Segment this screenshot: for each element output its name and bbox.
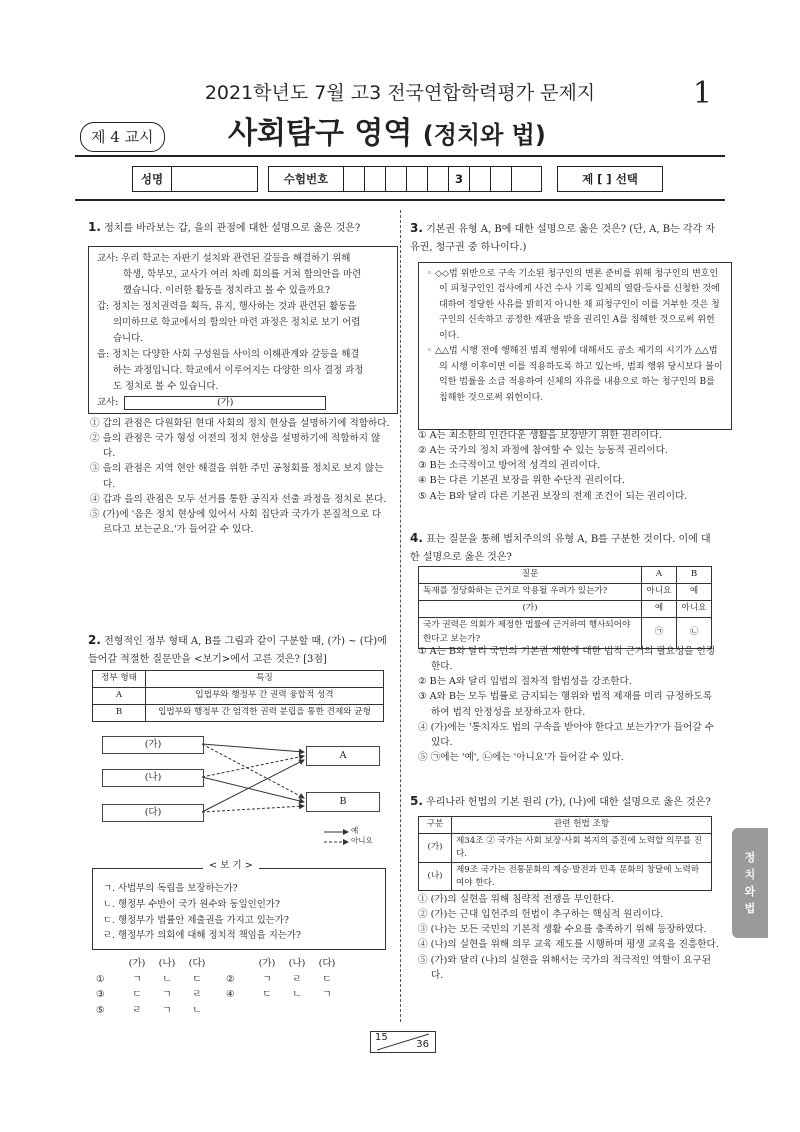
table-cell: 제34조 ② 국가는 사회 보장·사회 복지의 증진에 노력할 의무를 진다. [452, 833, 712, 862]
answer-row [96, 987, 386, 1003]
case-item: ◦ ◇◇법 위반으로 구속 기소된 청구인의 변론 준비를 위해 청구인의 변호인이 피청구인인 검사에게 사건 수사 기록 일체의 열람·등사를 신청한 것에 대하여 정당한 사유를 밝히지 아니한 채 피청구인이 이를 거부한 것은 청구인의 신속하고 공정한 재판을 받을 권리인 A를 침해한 것으로써 위헌이다. [427, 269, 720, 341]
question-3 [410, 218, 720, 257]
table-cell: 국가 권력은 의회가 제정한 법률에 근거하여 행사되어야 한다고 보는가? [419, 617, 642, 648]
answer-cell: ㄹ [132, 1004, 142, 1016]
name-label: 성명 [133, 167, 172, 191]
table-header: 정부 형태 [93, 671, 146, 688]
header-rule [75, 155, 725, 157]
answer-col-head: (가) [128, 958, 146, 969]
table-header: B [677, 567, 712, 584]
q1-blank-ga: (가) [124, 396, 326, 410]
dialogue-line: 습니다. [113, 332, 144, 344]
answer-cell: ㄹ [292, 973, 302, 985]
q3-number: 3. [410, 221, 423, 235]
answer-cell: ㄱ [162, 989, 172, 1001]
legend-yes: 예 [351, 826, 359, 835]
option[interactable]: ② A는 국가의 정치 과정에 참여할 수 있는 능동적 권리이다. [418, 445, 668, 457]
option[interactable]: ② (가)는 근대 입헌주의 헌법이 추구하는 핵심적 원리이다. [418, 909, 664, 921]
option[interactable]: ① 갑의 관점은 다원화된 현대 사회의 정치 현상을 설명하기에 적합하다. [90, 418, 390, 429]
table-cell: 아니요 [642, 583, 677, 600]
q2-answers [96, 956, 386, 1018]
answer-col-head: (다) [318, 958, 336, 969]
table-cell: 입법부와 행정부 간 권력 융합적 성격 [146, 687, 384, 704]
exam-number-cell[interactable] [470, 167, 491, 191]
answer-cell: ㄱ [132, 973, 142, 985]
select-label: 제 [ ] 선택 [582, 171, 638, 186]
answer-marker[interactable]: ④ [226, 989, 235, 1001]
question-5 [410, 792, 720, 811]
answer-cell: ㄱ [162, 1004, 172, 1016]
dialogue-line: 을: 정치는 다양한 사회 구성원들 사이의 이해관계와 갈등을 해결 [97, 348, 360, 360]
option[interactable]: ⑤ (가)에 '음은 정치 현상에 있어서 사회 집단과 국가가 본질적으로 다르다고 보는군요.'가 들어갈 수 있다. [90, 508, 382, 536]
answer-cell: ㄷ [132, 989, 142, 1001]
option[interactable]: ③ B는 소극적이고 방어적 성격의 권리이다. [418, 460, 601, 472]
option[interactable]: ⑤ ㉠에는 '예', ㉡에는 '아니요'가 들어갈 수 있다. [418, 752, 624, 764]
option[interactable]: ③ (나)는 모든 국민의 기본적 생활 수요를 충족하기 위해 등장하였다. [418, 924, 707, 936]
select-box[interactable] [557, 166, 663, 192]
q1-options [90, 416, 390, 537]
bogi-title: < 보 기 > [203, 860, 259, 872]
table-cell: (가) [419, 833, 452, 862]
session-badge: 제 4 교시 [80, 122, 165, 152]
option[interactable]: ④ B는 다른 기본권 보장을 위한 수단적 권리이다. [418, 475, 625, 487]
answer-marker[interactable]: ② [226, 973, 235, 985]
dialogue-line: 하는 과정입니다. 학교에서 이루어지는 다양한 의사 결정 과정 [113, 364, 364, 376]
table-header: 특징 [146, 671, 384, 688]
option[interactable]: ② 을의 관점은 국가 형성 이전의 정치 현상을 설명하기에 적합하지 않다. [90, 433, 381, 460]
table-cell: 예 [642, 600, 677, 617]
table-cell: ㉡ [677, 617, 712, 648]
exam-number-cell[interactable] [344, 167, 365, 191]
q1-stem: 정치를 바라보는 갑, 을의 관점에 대한 설명으로 옳은 것은? [104, 223, 361, 234]
table-cell: (나) [419, 862, 452, 891]
table-cell: 예 [677, 583, 712, 600]
name-box[interactable] [132, 166, 258, 192]
exam-number-label: 수험번호 [269, 167, 344, 191]
side-tab-char: 와 [744, 885, 756, 898]
column-divider [400, 210, 401, 1022]
answer-row [96, 1003, 386, 1019]
subject-side-tab [732, 828, 768, 938]
option[interactable]: ② B는 A와 달리 입법의 절차적 합법성을 강조한다. [418, 676, 632, 688]
footer-total-pages: 36 [416, 1039, 429, 1050]
subject-title [228, 110, 546, 159]
diagram-node-ga: (가) [102, 736, 204, 754]
dialogue-line: 했습니다. 이러한 활동을 정치라고 볼 수 있을까요? [123, 284, 331, 296]
exam-number-cell[interactable] [512, 167, 532, 191]
table-cell: 입법부와 행정부 간 엄격한 권력 분립을 통한 견제와 균형 [146, 704, 384, 721]
exam-number-cell[interactable] [428, 167, 449, 191]
q5-stem: 우리나라 헌법의 기본 원리 (가), (나)에 대한 설명으로 옳은 것은? [426, 797, 711, 808]
table-cell: 독재를 정당화하는 근거로 악용될 우려가 있는가? [419, 583, 642, 600]
answer-cell: ㄷ [192, 973, 202, 985]
table-header: 관련 헌법 조항 [452, 817, 712, 834]
q4-stem: 표는 질문을 통해 법치주의의 유형 A, B를 구분한 것이다. 이에 대한 설명으로 옳은 것은? [410, 534, 711, 563]
q2-stem: 전형적인 정부 형태 A, B를 그림과 같이 구분할 때, (가) ~ (다)에 들어갈 적절한 질문만을 <보기>에서 고른 것은? [3점] [88, 636, 387, 665]
subject-sub: (정치와 법) [422, 121, 546, 149]
table-header: 구분 [419, 817, 452, 834]
q3-options [418, 428, 723, 504]
q1-number: 1. [88, 220, 101, 234]
exam-number-digit: 3 [449, 167, 470, 191]
answer-cell: ㄹ [192, 989, 202, 1001]
diagram-node-na: (나) [102, 769, 204, 787]
table-header: 질문 [419, 567, 642, 584]
table-header: A [642, 567, 677, 584]
answer-cell: ㄴ [162, 973, 172, 985]
table-cell: 아니요 [677, 600, 712, 617]
answer-cell: ㄷ [322, 973, 332, 985]
q5-table [418, 816, 712, 891]
q2-bogi-box [92, 860, 386, 950]
table-cell: ㉠ [642, 617, 677, 648]
table-cell: A [93, 687, 146, 704]
answer-col-head: (나) [288, 958, 306, 969]
q5-options [418, 892, 723, 983]
dialogue-line: 의미하므로 학교에서의 합의안 마련 과정은 정치로 보기 어렵 [113, 316, 361, 328]
option[interactable]: ① A는 B와 달리 국민의 기본권 제한에 대한 법적 근거의 필요성을 인정한다. [418, 646, 716, 673]
option[interactable]: ④ (나)의 실현을 위해 의무 교육 제도를 시행하며 평생 교육을 진흥한다. [418, 939, 719, 951]
subject-main: 사회탐구 영역 [228, 116, 413, 151]
exam-title: 2021학년도 7월 고3 전국연합학력평가 문제지 [204, 82, 596, 104]
answer-cell: ㄱ [262, 973, 272, 985]
table-cell: 제9조 국가는 전통문화의 계승·발전과 민족 문화의 창달에 노력하여야 한다. [452, 862, 712, 891]
question-4 [410, 528, 720, 567]
diagram-node-a: A [306, 746, 380, 766]
table-cell: (가) [419, 600, 642, 617]
answer-row [96, 972, 386, 988]
page-number: 1 [692, 76, 712, 111]
q4-options [418, 644, 723, 765]
q2-diagram [92, 734, 384, 852]
q2-number: 2. [88, 633, 101, 647]
exam-number-cell[interactable] [491, 167, 512, 191]
answer-cell: ㄷ [262, 989, 272, 1001]
answer-marker[interactable]: ① [96, 973, 105, 985]
answer-cell: ㄴ [292, 989, 302, 1001]
footer-current-page: 15 [375, 1032, 388, 1043]
header-rule-2 [75, 199, 725, 201]
option[interactable]: ③ A와 B는 모두 법률로 금지되는 행위와 법적 제재를 미리 규정하도록 하여 법적 안정성을 보장하고자 한다. [418, 691, 713, 718]
bogi-items [103, 881, 301, 944]
dialogue-line: 학생, 학부모, 교사가 여러 차례 회의를 거쳐 합의안을 마련 [123, 268, 362, 280]
diagram-node-b: B [306, 792, 380, 812]
exam-number-cell[interactable] [365, 167, 386, 191]
answer-cell: ㄴ [192, 1004, 202, 1016]
dialogue-line: 갑: 정치는 정치권력을 획득, 유지, 행사하는 것과 관련된 활동을 [97, 300, 357, 312]
q5-number: 5. [410, 794, 423, 808]
answer-cell: ㄱ [322, 989, 332, 1001]
answer-col-head: (다) [188, 958, 206, 969]
answer-col-head: (나) [158, 958, 176, 969]
option[interactable]: ⑤ (가)와 달리 (나)의 실현을 위해서는 국가의 적극적인 역할이 요구된다. [418, 954, 711, 981]
footer-page-indicator [370, 1031, 436, 1053]
legend-no: 아니요 [351, 836, 373, 845]
option[interactable]: ④ (가)에는 '통치자도 법의 구속을 받아야 한다고 보는가?'가 들어갈 수 있다. [418, 721, 714, 748]
answer-marker[interactable]: ③ [96, 989, 105, 1001]
exam-number-cell[interactable] [407, 167, 428, 191]
side-tab-char: 치 [744, 867, 756, 881]
dialogue-line: 교사: 우리 학교는 자판기 설치와 관련된 갈등을 해결하기 위해 [97, 253, 351, 264]
side-tab-char: 법 [744, 902, 756, 916]
q2-table [92, 670, 384, 722]
exam-number-box[interactable] [268, 166, 542, 192]
bogi-item: ㄱ. 사법부의 독립을 보장하는가? [103, 883, 238, 894]
teacher-label: 교사: [97, 396, 119, 408]
bogi-item: ㄹ. 행정부가 의회에 대해 정치적 책임을 지는가? [103, 930, 301, 942]
exam-number-cell[interactable] [386, 167, 407, 191]
q3-stem: 기본권 유형 A, B에 대한 설명으로 옳은 것은? (단, A, B는 각각 자유권, 청구권 중 하나이다.) [410, 224, 716, 253]
question-1 [88, 218, 388, 237]
dialogue-line: 도 정치로 볼 수 있습니다. [113, 380, 219, 392]
side-tab-char: 정 [744, 850, 756, 864]
option[interactable]: ③ 을의 관점은 지역 현안 해결을 위한 주민 공청회를 정치로 보지 않는다. [90, 463, 384, 490]
question-2 [88, 630, 390, 669]
q3-case-box [418, 262, 732, 430]
bogi-item: ㄴ. 행정부 수반이 국가 원수와 동일인인가? [103, 898, 280, 910]
answer-marker[interactable]: ⑤ [96, 1004, 105, 1016]
option[interactable]: ⑤ A는 B와 달리 다른 기본권 보장의 전제 조건이 되는 권리이다. [418, 490, 688, 502]
answer-header-row [96, 956, 386, 972]
option[interactable]: ① (가)의 실현을 위해 침략적 전쟁을 부인한다. [418, 894, 614, 905]
q4-number: 4. [410, 531, 423, 545]
table-cell: B [93, 704, 146, 721]
answer-col-head: (가) [258, 958, 276, 969]
q4-table [418, 566, 712, 649]
option[interactable]: ① A는 최소한의 인간다운 생활을 보장받기 위한 권리이다. [418, 430, 662, 441]
case-item: ◦ △△법 시행 전에 행해진 범죄 행위에 대해서도 공소 제기의 시기가 △△법의 시행 이후이면 이를 적용하도록 하고 있는바, 범죄 행위 당시보다 불이익한 법률을 소급 적용하여 신체의 자유를 내용으로 하는 청구인의 B를 침해한 것으로써 위헌이다. [427, 346, 723, 403]
bogi-item: ㄷ. 행정부가 법률안 제출권을 가지고 있는가? [103, 914, 289, 926]
diagram-node-da: (다) [102, 804, 204, 822]
q1-dialogue-box [88, 246, 398, 414]
option[interactable]: ④ 갑과 을의 관점은 모두 선거를 통한 공직자 선출 과정을 정치로 본다. [90, 493, 387, 505]
